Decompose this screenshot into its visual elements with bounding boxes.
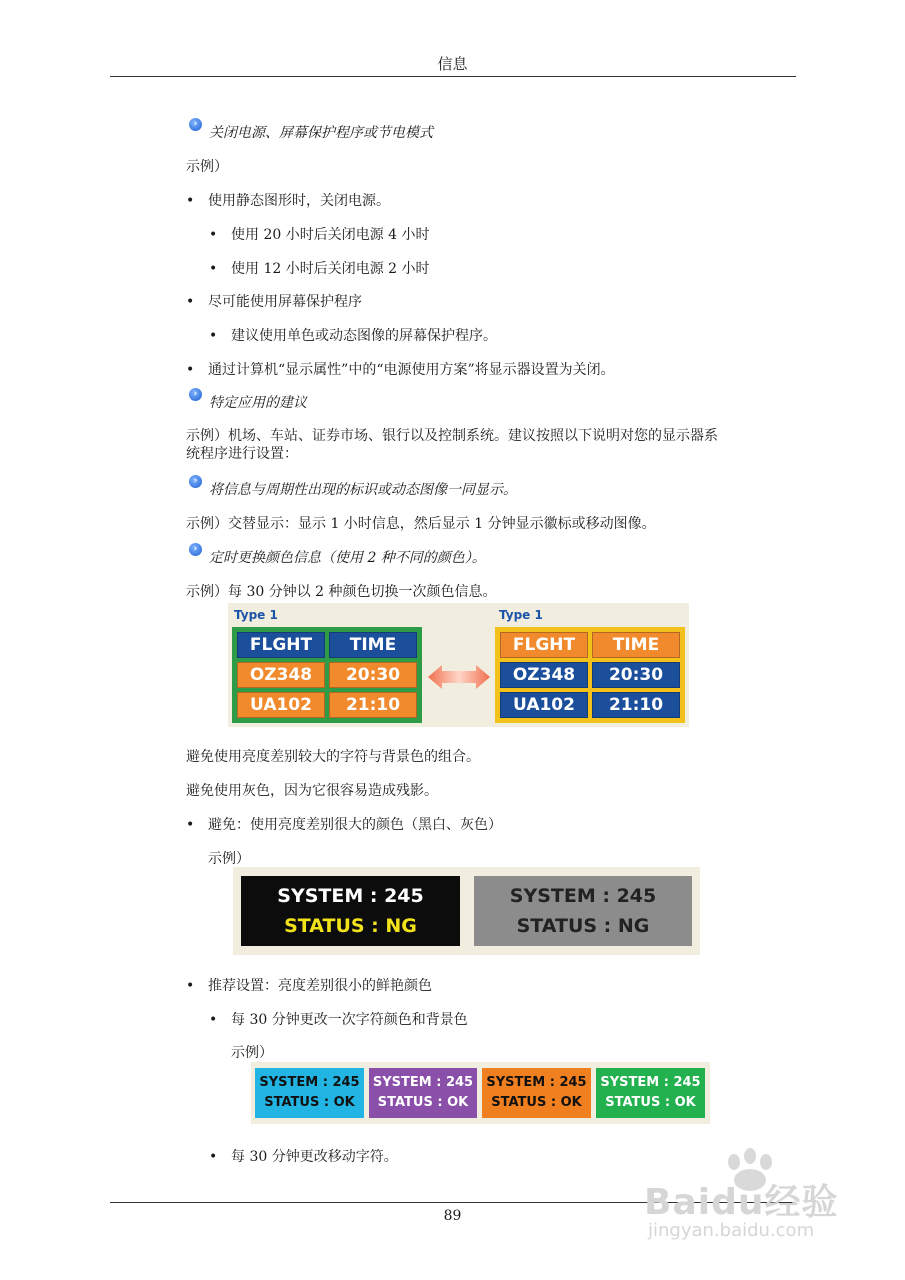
board-cell: UA102 xyxy=(500,692,588,718)
section-heading: 特定应用的建议 xyxy=(209,395,307,411)
gray-status-panel xyxy=(474,876,692,946)
list-item: 每 30 分钟更改移动字符。 xyxy=(231,1149,398,1165)
baidu-jingyan-watermark xyxy=(640,1148,880,1248)
orange-status-panel xyxy=(482,1068,591,1118)
bullet-marker: • xyxy=(186,362,195,378)
list-item: 通过计算机“显示属性”中的“电源使用方案”将显示器设置为关闭。 xyxy=(208,362,615,378)
watermark-brand: Baidu经验 xyxy=(644,1182,839,1223)
status-text: STATUS : OK xyxy=(377,1095,469,1110)
example-label: 示例） xyxy=(186,159,228,175)
section-heading: 关闭电源、屏幕保护程序或节电模式 xyxy=(209,125,433,141)
list-item: 使用静态图形时，关闭电源。 xyxy=(208,193,390,209)
board-cell: FLGHT xyxy=(237,632,325,658)
board-cell: OZ348 xyxy=(500,662,588,688)
recommended-colors-figure xyxy=(251,1062,710,1124)
bullet-marker: • xyxy=(186,294,195,310)
header-rule xyxy=(110,76,796,77)
board-cell: FLGHT xyxy=(500,632,588,658)
list-item: 避免：使用亮度差别很大的颜色（黑白、灰色） xyxy=(208,817,502,833)
board-cell: TIME xyxy=(592,632,680,658)
status-text: STATUS : OK xyxy=(264,1095,355,1110)
type-label: Type 1 xyxy=(499,608,543,622)
bullet-marker: • xyxy=(186,978,195,994)
page-number: 89 xyxy=(443,1208,462,1224)
paragraph: 避免使用灰色，因为它很容易造成残影。 xyxy=(186,783,438,799)
board-cell: TIME xyxy=(329,632,417,658)
bullet-marker: • xyxy=(209,1149,218,1165)
paragraph: 示例）交替显示：显示 1 小时信息，然后显示 1 分钟显示徽标或移动图像。 xyxy=(186,516,656,532)
paragraph: 示例）每 30 分钟以 2 种颜色切换一次颜色信息。 xyxy=(186,584,497,600)
list-item: 每 30 分钟更改一次字符颜色和背景色 xyxy=(231,1012,468,1028)
arrow-bullet-icon: › xyxy=(189,388,202,401)
board-type1-green xyxy=(232,627,422,723)
board-cell: 20:30 xyxy=(329,662,417,688)
bullet-marker: • xyxy=(209,328,218,344)
status-text: STATUS : OK xyxy=(605,1095,696,1110)
bullet-marker: • xyxy=(186,817,195,833)
system-text: SYSTEM : 245 xyxy=(259,1075,360,1090)
section-heading: 将信息与周期性出现的标识或动态图像一同显示。 xyxy=(209,482,517,498)
bullet-marker: • xyxy=(186,193,195,209)
list-item: 使用 20 小时后关闭电源 4 小时 xyxy=(231,227,430,243)
color-switch-figure xyxy=(228,603,689,727)
black-status-panel xyxy=(241,876,460,946)
system-text: SYSTEM : 245 xyxy=(372,1075,474,1090)
bullet-marker: • xyxy=(209,227,218,243)
arrow-bullet-icon: › xyxy=(189,475,202,488)
section-heading: 定时更换颜色信息（使用 2 种不同的颜色）。 xyxy=(209,550,486,566)
system-text: SYSTEM : 245 xyxy=(277,885,424,907)
purple-status-panel xyxy=(369,1068,477,1118)
board-cell: 21:10 xyxy=(592,692,680,718)
board-cell: UA102 xyxy=(237,692,325,718)
board-cell: OZ348 xyxy=(237,662,325,688)
page-header-title: 信息 xyxy=(437,55,468,73)
watermark-url: jingyan.baidu.com xyxy=(648,1220,815,1241)
bullet-marker: • xyxy=(209,1012,218,1028)
system-text: SYSTEM : 245 xyxy=(486,1075,587,1090)
cyan-status-panel xyxy=(255,1068,364,1118)
list-item: 使用 12 小时后关闭电源 2 小时 xyxy=(231,261,430,277)
system-text: SYSTEM : 245 xyxy=(600,1075,701,1090)
status-text: STATUS : NG xyxy=(516,915,650,937)
example-label: 示例） xyxy=(231,1045,273,1061)
list-item: 尽可能使用屏幕保护程序 xyxy=(208,294,362,310)
status-text: STATUS : OK xyxy=(491,1095,582,1110)
arrow-bullet-icon: › xyxy=(189,543,202,556)
paragraph: 避免使用亮度差别较大的字符与背景色的组合。 xyxy=(186,749,480,765)
board-cell: 20:30 xyxy=(592,662,680,688)
avoid-contrast-figure xyxy=(233,867,700,955)
bullet-marker: • xyxy=(209,261,218,277)
arrow-bullet-icon: › xyxy=(189,118,202,131)
list-item: 推荐设置：亮度差别很小的鲜艳颜色 xyxy=(208,978,432,994)
board-type1-yellow xyxy=(495,627,685,723)
double-arrow-icon xyxy=(428,665,490,689)
status-text: STATUS : NG xyxy=(284,915,417,937)
paragraph: 示例）机场、车站、证券市场、银行以及控制系统。建议按照以下说明对您的显示器系统程序进行设置： xyxy=(186,428,718,462)
green-status-panel xyxy=(596,1068,705,1118)
board-cell: 21:10 xyxy=(329,692,417,718)
type-label: Type 1 xyxy=(234,608,278,622)
example-label: 示例） xyxy=(208,851,250,867)
list-item: 建议使用单色或动态图像的屏幕保护程序。 xyxy=(231,328,497,344)
system-text: SYSTEM : 245 xyxy=(509,885,657,907)
